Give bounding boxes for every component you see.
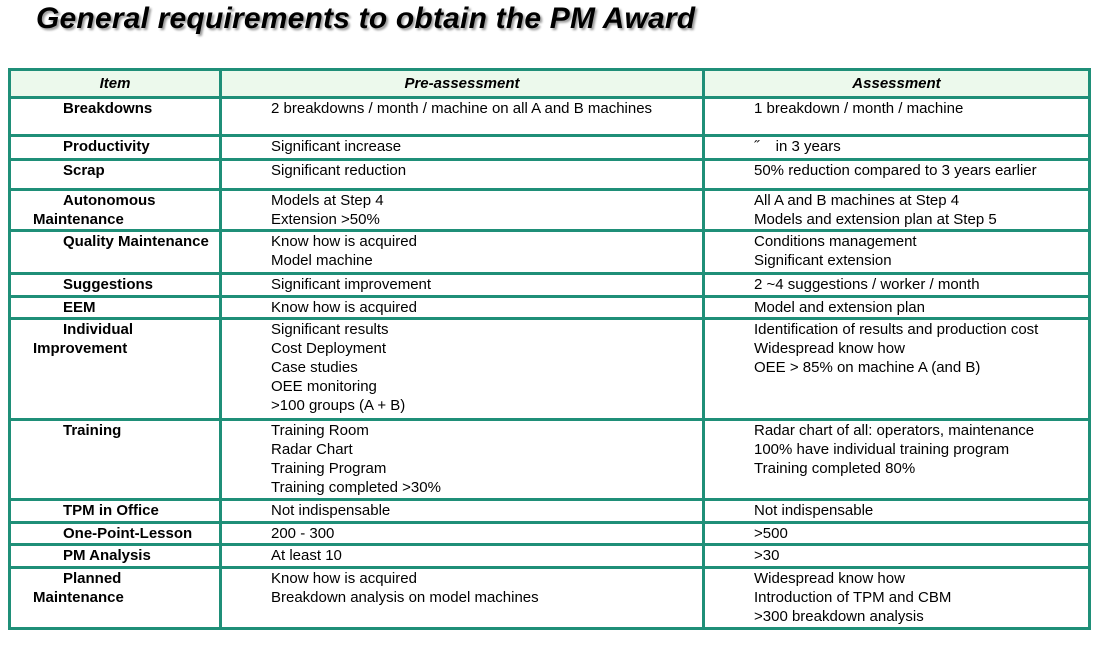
table-row xyxy=(10,545,1090,568)
assessment-cell xyxy=(704,568,1090,629)
assessment-line: >300 breakdown analysis xyxy=(754,608,924,625)
requirements-table xyxy=(8,68,1091,630)
pre-assessment-line: Case studies xyxy=(271,359,358,376)
pre-assessment-line: Significant improvement xyxy=(271,276,432,293)
pre-assessment-line: Radar Chart xyxy=(271,441,353,458)
pre-assessment-cell xyxy=(221,274,704,297)
assessment-line: >30 xyxy=(754,547,780,564)
item-cell xyxy=(10,274,221,297)
table-row xyxy=(10,500,1090,523)
pre-assessment-cell xyxy=(221,231,704,274)
pre-assessment-line: Breakdown analysis on model machines xyxy=(271,589,539,606)
assessment-cell xyxy=(704,319,1090,420)
table-row xyxy=(10,274,1090,297)
pre-assessment-line: 200 - 300 xyxy=(271,525,335,542)
item-cell xyxy=(10,190,221,231)
item-label: PM Analysis xyxy=(63,547,151,564)
assessment-line: Significant extension xyxy=(754,252,892,269)
assessment-cell xyxy=(704,231,1090,274)
table-row xyxy=(10,160,1090,190)
item-label: EEM xyxy=(63,299,96,316)
pre-assessment-cell xyxy=(221,420,704,500)
item-label: Planned Maintenance xyxy=(33,570,124,606)
pre-assessment-line: 2 breakdowns / month / machine on all A and B machines xyxy=(271,100,653,117)
assessment-line: 2 ~4 suggestions / worker / month xyxy=(754,276,980,293)
table-row xyxy=(10,297,1090,319)
assessment-cell xyxy=(704,98,1090,136)
table-header-row xyxy=(10,70,1090,98)
assessment-line: Radar chart of all: operators, maintenance xyxy=(754,422,1035,439)
table-row xyxy=(10,523,1090,545)
header-item: Item xyxy=(10,70,221,98)
assessment-line: 50% reduction compared to 3 years earlier xyxy=(754,162,1037,179)
item-cell xyxy=(10,523,221,545)
page-title: General requirements to obtain the PM Award xyxy=(36,2,696,35)
pre-assessment-line: Know how is acquired xyxy=(271,570,417,587)
pre-assessment-line: Know how is acquired xyxy=(271,299,417,316)
assessment-cell xyxy=(704,545,1090,568)
assessment-cell xyxy=(704,136,1090,160)
table-row xyxy=(10,136,1090,160)
header-assessment: Assessment xyxy=(704,70,1090,98)
item-cell xyxy=(10,319,221,420)
assessment-line: Training completed 80% xyxy=(754,460,916,477)
assessment-cell xyxy=(704,160,1090,190)
item-cell xyxy=(10,568,221,629)
assessment-line: 100% have individual training program xyxy=(754,441,1010,458)
item-cell xyxy=(10,297,221,319)
pre-assessment-line: Not indispensable xyxy=(271,502,391,519)
item-label: Suggestions xyxy=(63,276,154,293)
item-label: One-Point-Lesson xyxy=(63,525,193,542)
pre-assessment-cell xyxy=(221,500,704,523)
pre-assessment-cell xyxy=(221,568,704,629)
item-label: Training xyxy=(63,422,122,439)
assessment-cell xyxy=(704,523,1090,545)
pre-assessment-cell xyxy=(221,136,704,160)
assessment-line: All A and B machines at Step 4 xyxy=(754,192,960,209)
pre-assessment-line: Know how is acquired xyxy=(271,233,417,250)
assessment-line: Models and extension plan at Step 5 xyxy=(754,211,997,228)
item-label: Breakdowns xyxy=(63,100,153,117)
pre-assessment-line: Cost Deployment xyxy=(271,340,387,357)
assessment-cell xyxy=(704,500,1090,523)
pre-assessment-line: Training Room xyxy=(271,422,369,439)
table-body xyxy=(10,98,1090,629)
item-label: Productivity xyxy=(63,138,150,155)
table-row xyxy=(10,568,1090,629)
pre-assessment-cell xyxy=(221,545,704,568)
assessment-line: Conditions management xyxy=(754,233,917,250)
pre-assessment-cell xyxy=(221,297,704,319)
pre-assessment-line: Training Program xyxy=(271,460,387,477)
assessment-line: Widespread know how xyxy=(754,570,905,587)
pre-assessment-line: Significant reduction xyxy=(271,162,407,179)
assessment-line: OEE > 85% on machine A (and B) xyxy=(754,359,981,376)
pre-assessment-cell xyxy=(221,319,704,420)
item-cell xyxy=(10,160,221,190)
pre-assessment-cell xyxy=(221,523,704,545)
pre-assessment-line: Training completed >30% xyxy=(271,479,441,496)
assessment-cell xyxy=(704,274,1090,297)
item-cell xyxy=(10,98,221,136)
assessment-line: Introduction of TPM and CBM xyxy=(754,589,952,606)
item-cell xyxy=(10,500,221,523)
assessment-cell xyxy=(704,190,1090,231)
item-cell xyxy=(10,231,221,274)
item-label: Individual Improvement xyxy=(33,321,134,357)
pre-assessment-line: OEE monitoring xyxy=(271,378,377,395)
item-cell xyxy=(10,545,221,568)
item-label: Quality Maintenance xyxy=(63,233,209,250)
table-row xyxy=(10,98,1090,136)
pre-assessment-line: Significant results xyxy=(271,321,389,338)
item-label: Scrap xyxy=(63,162,105,179)
item-label: TPM in Office xyxy=(63,502,159,519)
assessment-line: Widespread know how xyxy=(754,340,905,357)
pre-assessment-cell xyxy=(221,160,704,190)
pre-assessment-cell xyxy=(221,190,704,231)
assessment-line: 1 breakdown / month / machine xyxy=(754,100,964,117)
header-pre-assessment: Pre-assessment xyxy=(221,70,704,98)
pre-assessment-cell xyxy=(221,98,704,136)
pre-assessment-line: At least 10 xyxy=(271,547,342,564)
assessment-cell xyxy=(704,420,1090,500)
assessment-line: Not indispensable xyxy=(754,502,874,519)
item-cell xyxy=(10,136,221,160)
pre-assessment-line: Models at Step 4 xyxy=(271,192,384,209)
pre-assessment-line: Significant increase xyxy=(271,138,402,155)
item-label: Autonomous Maintenance xyxy=(33,192,156,228)
table-row xyxy=(10,231,1090,274)
table-row xyxy=(10,319,1090,420)
assessment-line: Identification of results and production cost xyxy=(754,321,1039,338)
table-row xyxy=(10,420,1090,500)
item-cell xyxy=(10,420,221,500)
assessment-line: Model and extension plan xyxy=(754,299,925,316)
assessment-line: ˝ in 3 years xyxy=(754,138,841,155)
pre-assessment-line: Model machine xyxy=(271,252,373,269)
assessment-cell xyxy=(704,297,1090,319)
pre-assessment-line: >100 groups (A + B) xyxy=(271,397,406,414)
assessment-line: >500 xyxy=(754,525,788,542)
pre-assessment-line: Extension >50% xyxy=(271,211,380,228)
table-row xyxy=(10,190,1090,231)
